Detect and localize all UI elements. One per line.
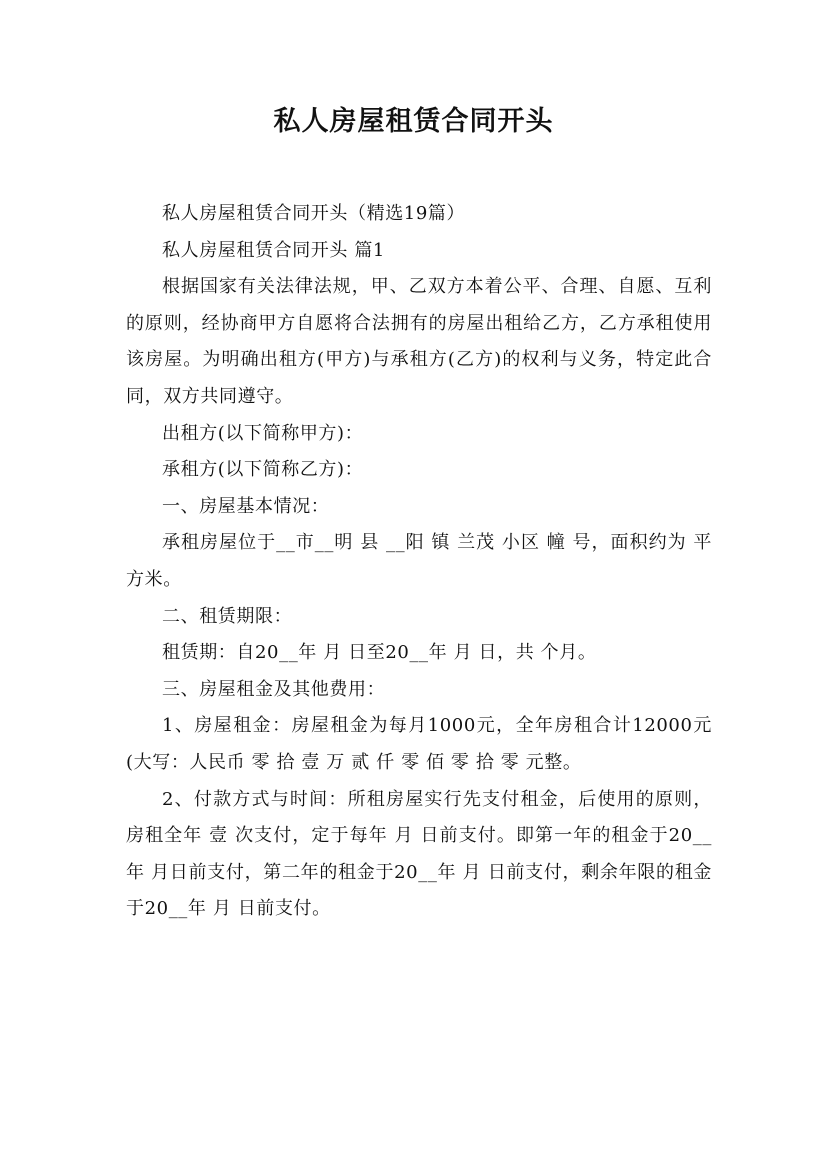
paragraph-payment-method: 2、付款方式与时间：所租房屋实行先支付租金，后使用的原则，房租全年 壹 次支付，定于每年 月 日前支付。即第一年的租金于20__年 月日前支付，第二年的租金于20__年 月 日前支付，剩余年限的租金于20__年 月 日前支付。	[126, 788, 712, 920]
paragraph-house-location: 承租房屋位于__市__明 县 __阳 镇 兰茂 小区 幢 号，面积约为 平方米。	[126, 532, 712, 590]
paragraph-lease-period: 租赁期：自20__年 月 日至20__年 月 日，共 个月。	[162, 642, 597, 664]
heading-rent-fees: 三、房屋租金及其他费用：	[162, 678, 386, 700]
paragraph-lessor: 出租方(以下简称甲方)：	[162, 422, 364, 444]
paragraph-subtitle: 私人房屋租赁合同开头（精选19篇）	[162, 203, 466, 224]
document-body	[126, 196, 712, 928]
paragraph-rent-amount: 1、房屋租金：房屋租金为每月1000元，全年房租合计12000元(大写：人民币 零 拾 壹 万 贰 仟 零 佰 零 拾 零 元整。	[126, 715, 712, 773]
paragraph-section-heading: 私人房屋租赁合同开头 篇1	[162, 239, 385, 261]
paragraph-lessee: 承租方(以下简称乙方)：	[162, 459, 364, 481]
document-title: 私人房屋租赁合同开头	[273, 106, 554, 137]
heading-lease-term: 二、租赁期限：	[162, 605, 293, 627]
heading-house-info: 一、房屋基本情况：	[162, 495, 330, 517]
paragraph-preamble: 根据国家有关法律法规，甲、乙双方本着公平、合理、自愿、互利的原则，经协商甲方自愿将合法拥有的房屋出租给乙方，乙方承租使用该房屋。为明确出租方(甲方)与承租方(乙方)的权利与义务，特定此合同，双方共同遵守。	[126, 276, 712, 407]
